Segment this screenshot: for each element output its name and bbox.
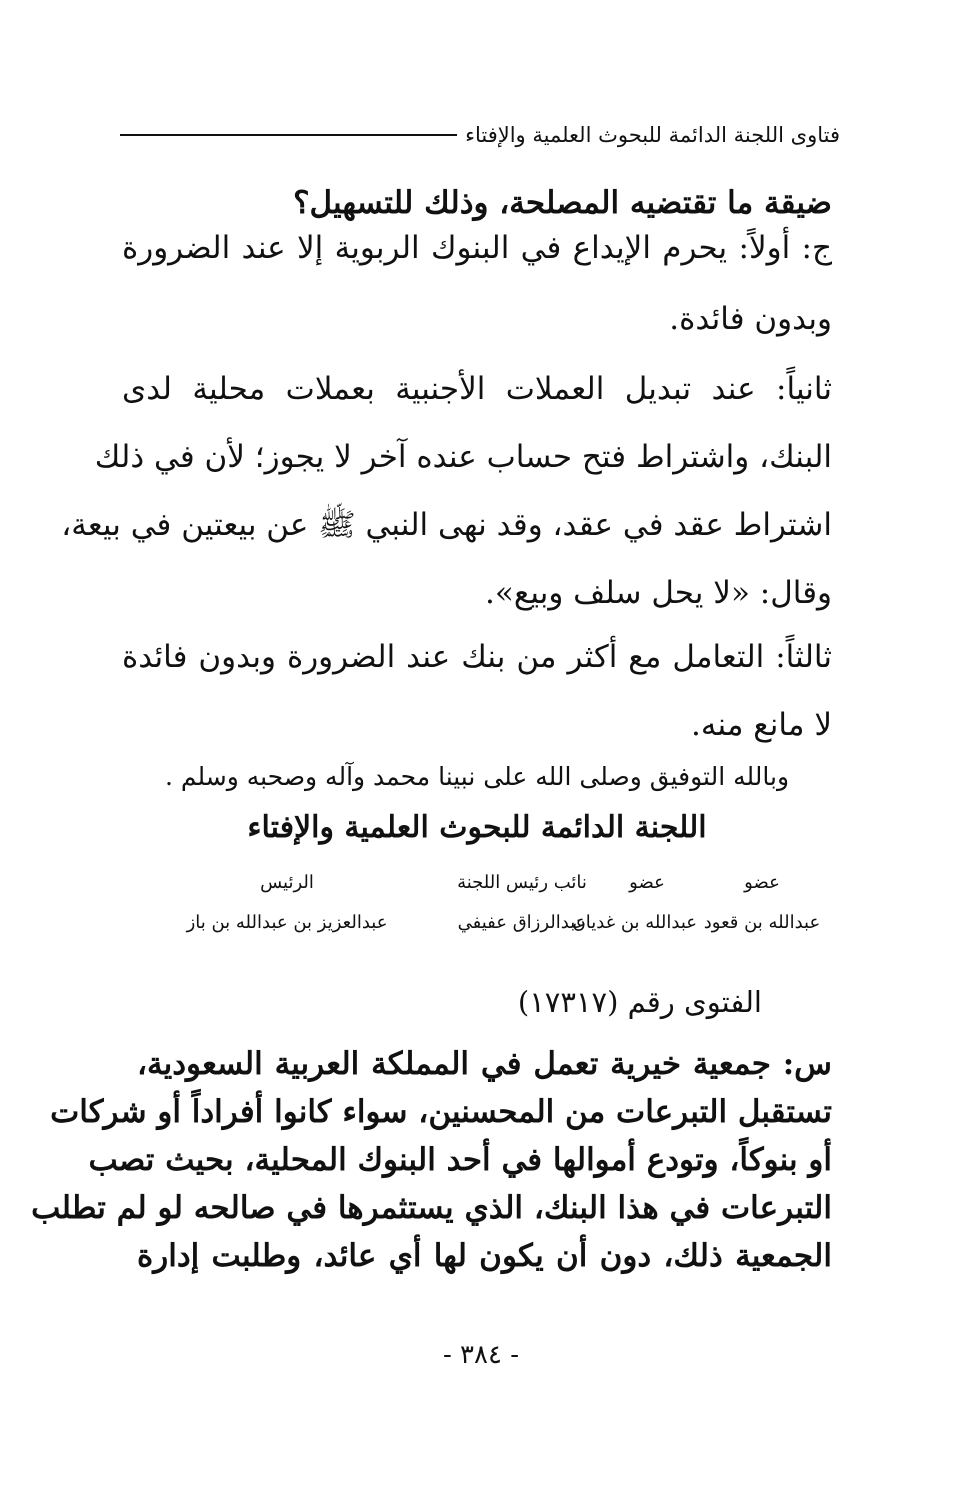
signatory-2: عبدالله بن غديان — [572, 912, 697, 933]
page-number: - ٣٨٤ - — [442, 1340, 520, 1370]
question-line-4: التبرعات في هذا البنك، الذي يستثمرها في صالحه لو لم تطلب — [31, 1190, 832, 1226]
answer-section — [61, 178, 832, 848]
closing-prayer: وبالله التوفيق وصلى الله على نبينا محمد وآله وصحبه وسلم . — [164, 762, 790, 791]
fatwa-number: الفتوى رقم (١٧٣١٧) — [517, 985, 762, 1019]
answer-line-2: وبدون فائدة. — [669, 301, 832, 337]
running-header — [120, 118, 840, 152]
answer-line-1: ج: أولاً: يحرم الإيداع في البنوك الربوية إلا عند الضرورة — [122, 230, 832, 266]
question-section — [31, 1040, 832, 1280]
role-member-2: عضو — [629, 872, 665, 893]
role-vice-chair: نائب رئيس اللجنة — [457, 872, 587, 893]
signatory-1: عبدالله بن قعود — [703, 912, 821, 933]
answer-line-4: البنك، واشتراط فتح حساب عنده آخر لا يجوز؛ لأن في ذلك — [94, 439, 832, 475]
signatory-3: عبدالرزاق عفيفي — [457, 912, 587, 933]
answer-line-6: وقال: «لا يحل سلف وبيع». — [485, 575, 832, 611]
header-rule — [120, 134, 457, 136]
answer-line-7: ثالثاً: التعامل مع أكثر من بنك عند الضرورة وبدون فائدة — [122, 639, 832, 675]
question-line-1: س: جمعية خيرية تعمل في المملكة العربية السعودية، — [137, 1046, 832, 1082]
signatory-4: عبدالعزيز بن عبدالله بن باز — [186, 912, 388, 933]
signatures — [127, 868, 827, 938]
role-member-1: عضو — [744, 872, 780, 893]
question-continuation: ضيقة ما تقتضيه المصلحة، وذلك للتسهيل؟ — [293, 185, 832, 221]
committee-title: اللجنة الدائمة للبحوث العلمية والإفتاء — [247, 810, 707, 845]
question-line-2: تستقبل التبرعات من المحسنين، سواء كانوا أفراداً أو شركات — [50, 1094, 832, 1130]
role-chair: الرئيس — [260, 872, 314, 893]
question-line-5: الجمعية ذلك، دون أن يكون لها أي عائد، وطلبت إدارة — [137, 1238, 832, 1274]
answer-line-5: اشتراط عقد في عقد، وقد نهى النبي ﷺ عن بيعتين في بيعة، — [61, 507, 832, 543]
answer-line-8: لا مانع منه. — [691, 707, 832, 743]
answer-line-3: ثانياً: عند تبديل العملات الأجنبية بعملات محلية لدى — [122, 371, 832, 407]
running-title: فتاوى اللجنة الدائمة للبحوث العلمية والإفتاء — [465, 123, 840, 147]
question-line-3: أو بنوكاً، وتودع أموالها في أحد البنوك المحلية، بحيث تصب — [88, 1142, 832, 1178]
